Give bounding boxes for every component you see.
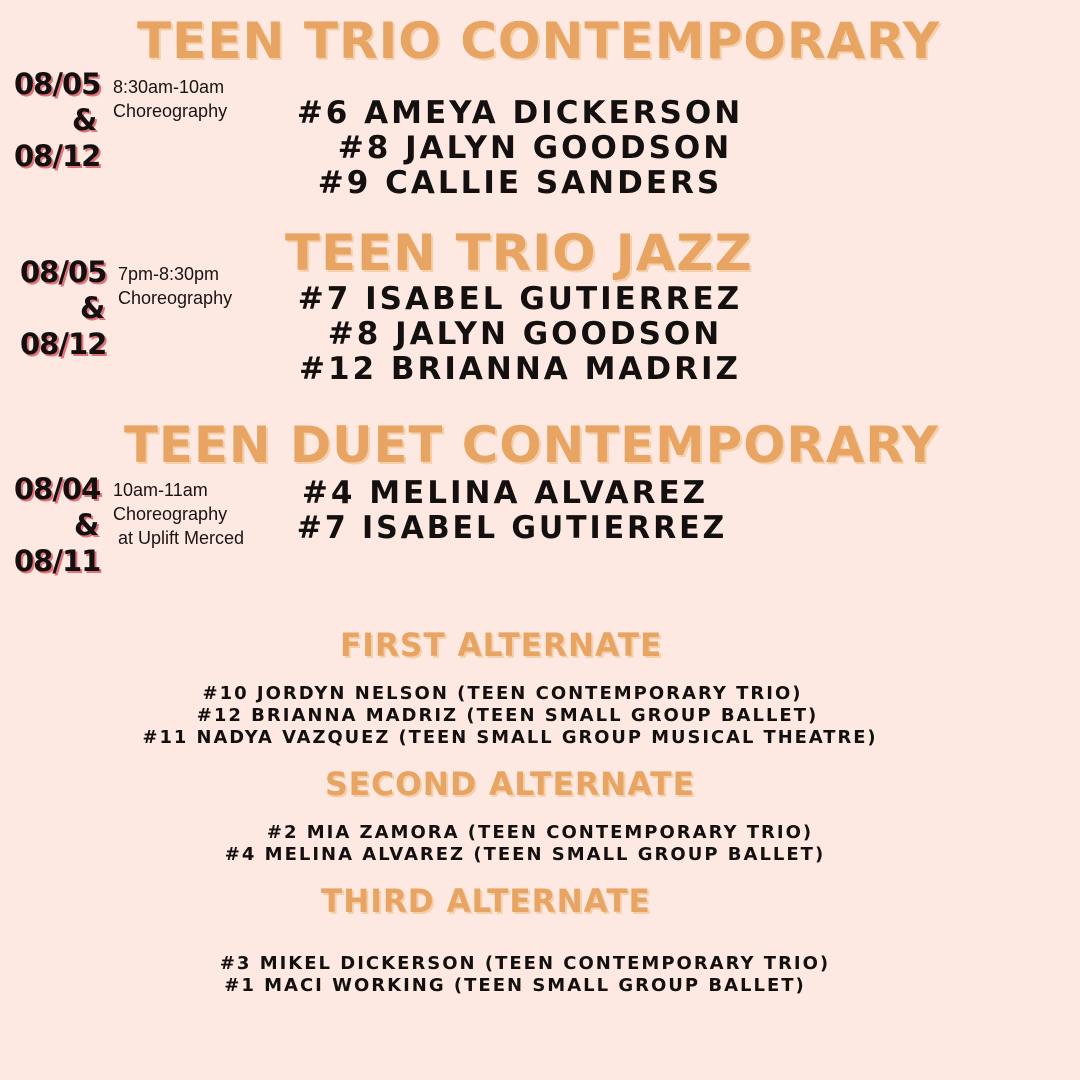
dancer-list (290, 475, 728, 546)
dancer-name: #12 BRIANNA MADRIZ (298, 351, 742, 387)
section-schedule (113, 75, 227, 123)
third-alternate-list (205, 953, 845, 997)
section-date-block (14, 66, 101, 174)
schedule-time: 7pm-8:30pm (118, 264, 220, 284)
alternate-entry: #1 MACI WORKING (TEEN SMALL GROUP BALLET) (224, 975, 806, 996)
alternate-entry: #4 MELINA ALVAREZ (TEEN SMALL GROUP BALLET) (224, 844, 826, 865)
third-alternate-title: THIRD ALTERNATE (321, 882, 651, 920)
first-alternate-list (140, 683, 878, 749)
schedule-activity: Choreography (118, 288, 233, 308)
dancer-list (290, 282, 750, 387)
section-date-block (14, 471, 101, 579)
date-end: 08/11 (14, 544, 101, 578)
second-alternate-list (210, 822, 840, 866)
dancer-name: #7 ISABEL GUTIERREZ (296, 510, 728, 546)
dancer-name: #6 AMEYA DICKERSON (296, 95, 744, 131)
date-start: 08/04 (14, 472, 101, 506)
alternate-entry: #10 JORDYN NELSON (TEEN CONTEMPORARY TRIO) (202, 683, 803, 704)
dancer-name: #8 JALYN GOODSON (327, 316, 723, 352)
section-schedule (113, 478, 244, 550)
date-start: 08/05 (14, 67, 101, 101)
schedule-activity: Choreography (113, 101, 228, 121)
section-title-teen-duet-contemporary: TEEN DUET CONTEMPORARY (124, 416, 939, 474)
schedule-activity: Choreography (113, 504, 228, 524)
alternate-entry: #12 BRIANNA MADRIZ (TEEN SMALL GROUP BALLET) (196, 705, 819, 726)
dancer-name: #4 MELINA ALVAREZ (301, 475, 709, 511)
date-end: 08/12 (14, 139, 101, 173)
alternate-entry: #3 MIKEL DICKERSON (TEEN CONTEMPORARY TRIO) (219, 953, 831, 974)
alternate-entry: #11 NADYA VAZQUEZ (TEEN SMALL GROUP MUSICAL THEATRE) (142, 727, 878, 748)
schedule-time: 10am-11am (113, 480, 208, 500)
section-title-teen-trio-contemporary: TEEN TRIO CONTEMPORARY (137, 12, 941, 70)
section-date-block (20, 254, 107, 362)
date-end: 08/12 (20, 327, 107, 361)
section-schedule (118, 262, 232, 310)
section-title-teen-trio-jazz: TEEN TRIO JAZZ (285, 224, 753, 282)
schedule-location: at Uplift Merced (118, 528, 245, 548)
date-ampersand: & (74, 508, 99, 542)
first-alternate-title: FIRST ALTERNATE (340, 626, 663, 664)
date-ampersand: & (72, 103, 97, 137)
dancer-name: #7 ISABEL GUTIERREZ (297, 281, 743, 317)
dancer-list (290, 96, 750, 201)
schedule-time: 8:30am-10am (113, 77, 225, 97)
dancer-name: #9 CALLIE SANDERS (317, 165, 723, 201)
alternate-entry: #2 MIA ZAMORA (TEEN CONTEMPORARY TRIO) (266, 822, 814, 843)
date-ampersand: & (80, 291, 105, 325)
second-alternate-title: SECOND ALTERNATE (325, 765, 696, 803)
dancer-name: #8 JALYN GOODSON (337, 130, 733, 166)
date-start: 08/05 (20, 255, 107, 289)
